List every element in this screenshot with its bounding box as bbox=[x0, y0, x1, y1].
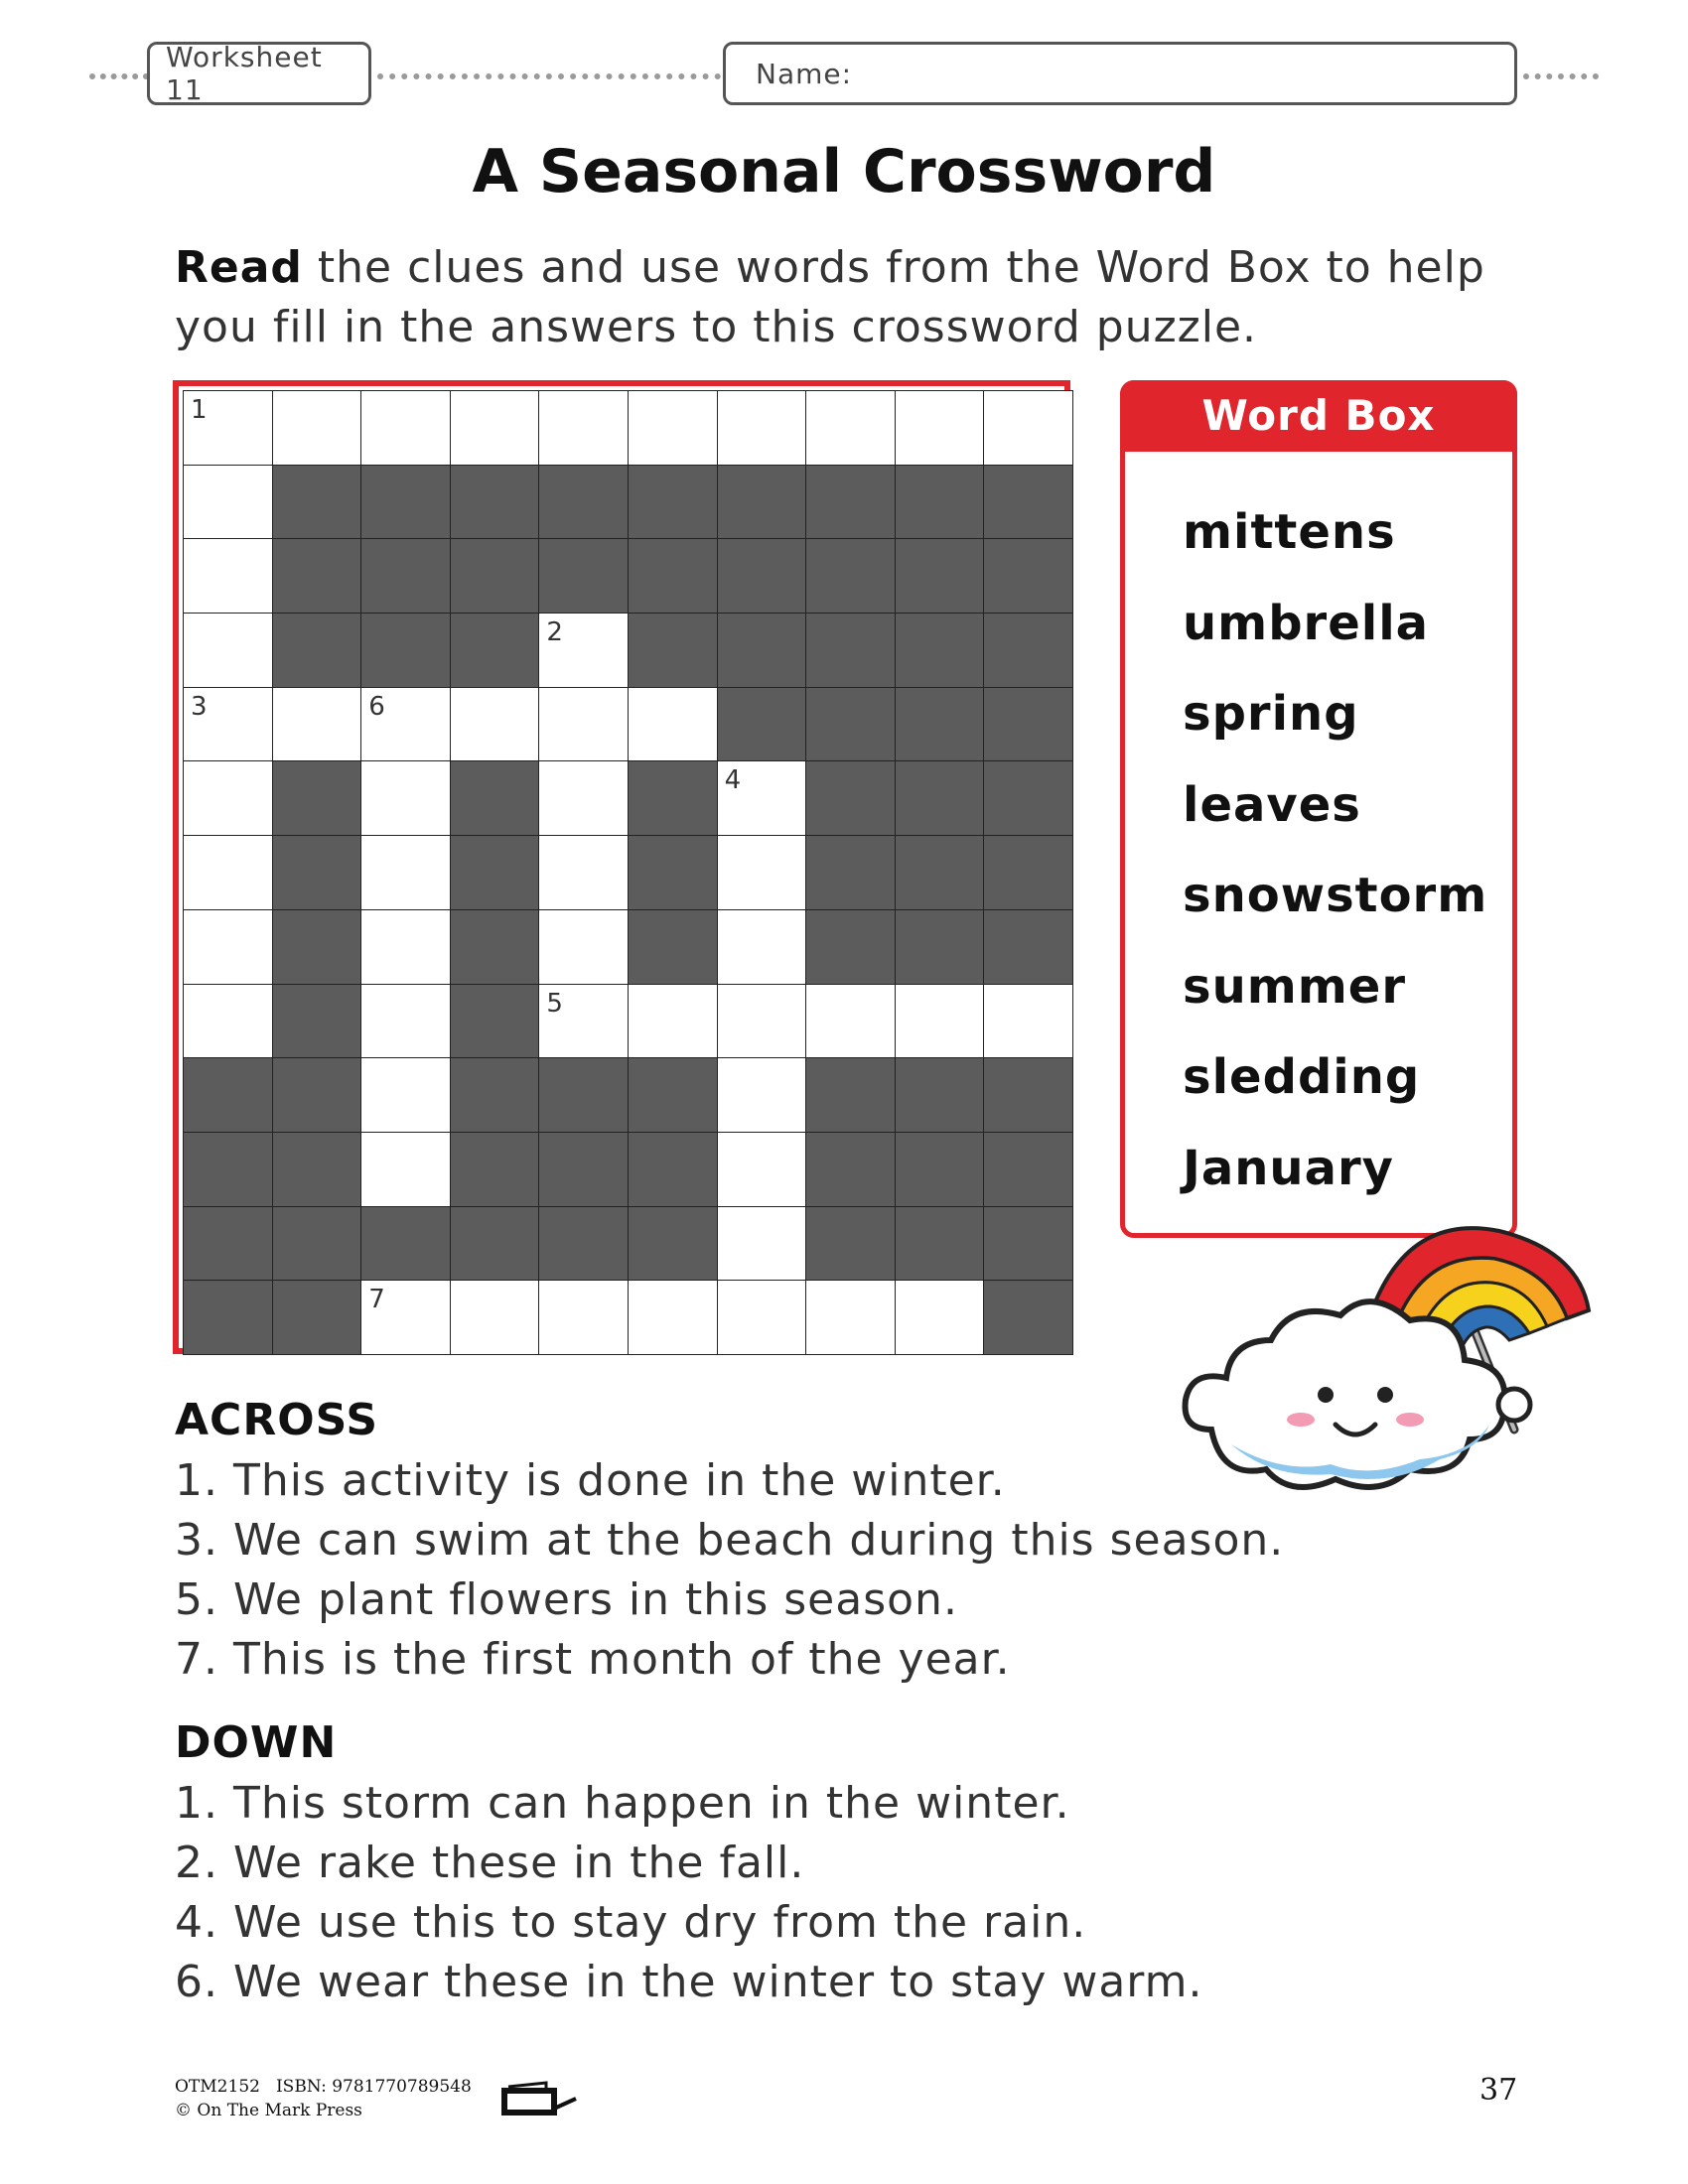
crossword-cell[interactable] bbox=[538, 984, 629, 1059]
across-clue-list bbox=[175, 1451, 1284, 1690]
across-heading: ACROSS bbox=[175, 1395, 379, 1445]
crossword-blocked-cell bbox=[895, 1206, 985, 1282]
crossword-blocked-cell bbox=[628, 1057, 718, 1133]
footer-code-line bbox=[175, 2075, 472, 2099]
crossword-blocked-cell bbox=[272, 538, 362, 614]
crossword-blocked-cell bbox=[183, 1057, 273, 1133]
crossword-blocked-cell bbox=[895, 465, 985, 540]
crossword-cell[interactable] bbox=[717, 1280, 807, 1355]
across-clue: 1. This activity is done in the winter. bbox=[175, 1455, 1006, 1506]
down-clue: 6. We wear these in the winter to stay warm. bbox=[175, 1957, 1203, 2007]
header-dotted-line-middle bbox=[377, 73, 721, 79]
word-box-item: snowstorm bbox=[1183, 868, 1488, 923]
crossword-cell[interactable] bbox=[717, 1132, 807, 1207]
crossword-blocked-cell bbox=[895, 1057, 985, 1133]
word-box-item: spring bbox=[1183, 686, 1359, 742]
crossword-cell[interactable] bbox=[805, 984, 896, 1059]
down-clue: 2. We rake these in the fall. bbox=[175, 1838, 805, 1888]
crossword-blocked-cell bbox=[805, 835, 896, 910]
crossword-blocked-cell bbox=[805, 760, 896, 836]
crossword-blocked-cell bbox=[983, 760, 1073, 836]
clue-number: 3 bbox=[191, 691, 208, 722]
crossword-blocked-cell bbox=[628, 760, 718, 836]
word-box-item: summer bbox=[1183, 958, 1406, 1015]
crossword-blocked-cell bbox=[983, 909, 1073, 985]
crossword-blocked-cell bbox=[360, 613, 451, 688]
crossword-cell[interactable] bbox=[717, 909, 807, 985]
crossword-cell[interactable] bbox=[628, 1280, 718, 1355]
crossword-blocked-cell bbox=[895, 613, 985, 688]
crossword-blocked-cell bbox=[538, 1057, 629, 1133]
crossword-blocked-cell bbox=[272, 984, 362, 1059]
instructions-text: the clues and use words from the Word Box to help you fill in the answers to this crossword puzzle. bbox=[175, 242, 1485, 352]
crossword-blocked-cell bbox=[272, 1132, 362, 1207]
crossword-blocked-cell bbox=[805, 613, 896, 688]
crossword-cell[interactable] bbox=[183, 687, 273, 762]
crossword-blocked-cell bbox=[272, 613, 362, 688]
isbn: ISBN: 9781770789548 bbox=[275, 2077, 472, 2097]
clue-number: 4 bbox=[724, 765, 742, 796]
word-box-item: mittens bbox=[1183, 504, 1396, 560]
crossword-blocked-cell bbox=[805, 909, 896, 985]
footer-credits bbox=[175, 2075, 472, 2122]
crossword-blocked-cell bbox=[450, 909, 540, 985]
crossword-cell[interactable] bbox=[895, 1280, 985, 1355]
crossword-cell[interactable] bbox=[538, 613, 629, 688]
clue-number: 7 bbox=[368, 1285, 385, 1315]
crossword-cell[interactable] bbox=[183, 613, 273, 688]
crossword-blocked-cell bbox=[450, 613, 540, 688]
across-clue: 3. We can swim at the beach during this season. bbox=[175, 1515, 1285, 1566]
crossword-blocked-cell bbox=[805, 538, 896, 614]
crossword-cell[interactable] bbox=[183, 390, 273, 466]
crossword-cell[interactable] bbox=[538, 390, 629, 466]
crossword-blocked-cell bbox=[805, 1057, 896, 1133]
crossword-blocked-cell bbox=[805, 1132, 896, 1207]
crossword-blocked-cell bbox=[183, 1280, 273, 1355]
crossword-cell[interactable] bbox=[183, 760, 273, 836]
crossword-blocked-cell bbox=[895, 835, 985, 910]
crossword-blocked-cell bbox=[450, 760, 540, 836]
crossword-blocked-cell bbox=[983, 613, 1073, 688]
across-clue: 7. This is the first month of the year. bbox=[175, 1634, 1011, 1685]
crossword-blocked-cell bbox=[183, 1206, 273, 1282]
crossword-blocked-cell bbox=[895, 760, 985, 836]
crossword-cell[interactable] bbox=[360, 390, 451, 466]
worksheet-label: Worksheet 11 bbox=[166, 41, 323, 106]
word-box-item: umbrella bbox=[1183, 595, 1430, 651]
crossword-blocked-cell bbox=[538, 538, 629, 614]
crossword-cell[interactable] bbox=[183, 909, 273, 985]
crossword-cell[interactable] bbox=[360, 760, 451, 836]
crossword-blocked-cell bbox=[360, 465, 451, 540]
word-list bbox=[1183, 504, 1487, 1231]
crossword-blocked-cell bbox=[628, 538, 718, 614]
crossword-blocked-cell bbox=[717, 687, 807, 762]
crossword-blocked-cell bbox=[895, 1132, 985, 1207]
clue-number: 1 bbox=[191, 395, 208, 425]
crossword-grid bbox=[183, 390, 1072, 1354]
crossword-blocked-cell bbox=[272, 1280, 362, 1355]
crossword-cell[interactable] bbox=[717, 984, 807, 1059]
crossword-cell[interactable] bbox=[717, 1057, 807, 1133]
crossword-cell[interactable] bbox=[538, 687, 629, 762]
crossword-blocked-cell bbox=[983, 835, 1073, 910]
crossword-blocked-cell bbox=[628, 1206, 718, 1282]
crossword-blocked-cell bbox=[272, 1057, 362, 1133]
crossword-blocked-cell bbox=[628, 613, 718, 688]
crossword-cell[interactable] bbox=[183, 835, 273, 910]
crossword-blocked-cell bbox=[983, 538, 1073, 614]
crossword-cell[interactable] bbox=[717, 835, 807, 910]
crossword-cell[interactable] bbox=[628, 687, 718, 762]
crossword-blocked-cell bbox=[628, 909, 718, 985]
crossword-blocked-cell bbox=[450, 835, 540, 910]
crossword-cell[interactable] bbox=[805, 390, 896, 466]
crossword-cell[interactable] bbox=[983, 390, 1073, 466]
cloud-hand bbox=[1498, 1389, 1530, 1421]
crossword-blocked-cell bbox=[183, 1132, 273, 1207]
crossword-blocked-cell bbox=[538, 465, 629, 540]
crossword-cell[interactable] bbox=[360, 984, 451, 1059]
crossword-blocked-cell bbox=[360, 538, 451, 614]
crossword-cell[interactable] bbox=[628, 984, 718, 1059]
crossword-blocked-cell bbox=[895, 538, 985, 614]
crossword-blocked-cell bbox=[272, 1206, 362, 1282]
crossword-blocked-cell bbox=[360, 1206, 451, 1282]
crossword-cell[interactable] bbox=[450, 390, 540, 466]
across-clue: 5. We plant flowers in this season. bbox=[175, 1574, 958, 1625]
instructions bbox=[175, 238, 1525, 357]
crossword-blocked-cell bbox=[450, 1132, 540, 1207]
crossword-blocked-cell bbox=[805, 1206, 896, 1282]
crossword-cell[interactable] bbox=[360, 687, 451, 762]
crossword-cell[interactable] bbox=[717, 1206, 807, 1282]
word-box-item: January bbox=[1183, 1140, 1394, 1196]
crossword-cell[interactable] bbox=[805, 1280, 896, 1355]
crossword-blocked-cell bbox=[717, 538, 807, 614]
crossword-cell[interactable] bbox=[272, 687, 362, 762]
crossword-blocked-cell bbox=[450, 1057, 540, 1133]
crossword-cell[interactable] bbox=[538, 835, 629, 910]
header-dotted-line-right bbox=[1523, 73, 1599, 79]
publisher: © On The Mark Press bbox=[175, 2101, 362, 2120]
name-field[interactable] bbox=[723, 42, 1517, 105]
crossword-blocked-cell bbox=[272, 909, 362, 985]
crossword-blocked-cell bbox=[983, 1206, 1073, 1282]
crossword-cell[interactable] bbox=[183, 465, 273, 540]
crossword-blocked-cell bbox=[628, 1132, 718, 1207]
crossword-cell[interactable] bbox=[360, 835, 451, 910]
crossword-cell[interactable] bbox=[183, 984, 273, 1059]
crossword-cell[interactable] bbox=[360, 1280, 451, 1355]
name-field-label: Name: bbox=[756, 57, 853, 90]
crossword-cell[interactable] bbox=[272, 390, 362, 466]
crossword-blocked-cell bbox=[717, 465, 807, 540]
crossword-cell[interactable] bbox=[360, 1057, 451, 1133]
crossword-cell[interactable] bbox=[360, 1132, 451, 1207]
word-box-item: leaves bbox=[1183, 776, 1361, 833]
crossword-blocked-cell bbox=[895, 687, 985, 762]
worksheet-label-box bbox=[147, 42, 371, 105]
crossword-blocked-cell bbox=[628, 835, 718, 910]
down-clue: 1. This storm can happen in the winter. bbox=[175, 1778, 1070, 1829]
crossword-blocked-cell bbox=[272, 835, 362, 910]
publisher-logo-icon bbox=[500, 2079, 580, 2118]
crossword-blocked-cell bbox=[717, 613, 807, 688]
crossword-blocked-cell bbox=[538, 1206, 629, 1282]
crossword-cell[interactable] bbox=[450, 1280, 540, 1355]
crossword-frame bbox=[173, 380, 1070, 1354]
word-box-item: sledding bbox=[1183, 1049, 1421, 1105]
crossword-blocked-cell bbox=[805, 687, 896, 762]
crossword-blocked-cell bbox=[538, 1132, 629, 1207]
crossword-blocked-cell bbox=[450, 538, 540, 614]
crossword-blocked-cell bbox=[272, 465, 362, 540]
crossword-blocked-cell bbox=[983, 1132, 1073, 1207]
crossword-blocked-cell bbox=[983, 687, 1073, 762]
crossword-cell[interactable] bbox=[450, 687, 540, 762]
clue-number: 5 bbox=[546, 988, 563, 1019]
crossword-cell[interactable] bbox=[628, 390, 718, 466]
page-number: 37 bbox=[1479, 2073, 1518, 2108]
crossword-cell[interactable] bbox=[538, 909, 629, 985]
crossword-blocked-cell bbox=[983, 1280, 1073, 1355]
crossword-cell[interactable] bbox=[717, 390, 807, 466]
down-heading: DOWN bbox=[175, 1717, 338, 1768]
crossword-cell[interactable] bbox=[895, 984, 985, 1059]
header-dotted-line-left bbox=[89, 73, 149, 79]
crossword-blocked-cell bbox=[450, 984, 540, 1059]
crossword-cell[interactable] bbox=[538, 760, 629, 836]
instructions-bold: Read bbox=[175, 242, 303, 293]
crossword-blocked-cell bbox=[450, 1206, 540, 1282]
crossword-cell[interactable] bbox=[360, 909, 451, 985]
crossword-blocked-cell bbox=[983, 1057, 1073, 1133]
page-title: A Seasonal Crossword bbox=[472, 137, 1216, 206]
clue-number: 2 bbox=[546, 617, 563, 648]
down-clue-list bbox=[175, 1774, 1202, 2012]
crossword-cell[interactable] bbox=[183, 538, 273, 614]
down-clue: 4. We use this to stay dry from the rain. bbox=[175, 1897, 1087, 1948]
clue-number: 6 bbox=[368, 691, 385, 722]
crossword-blocked-cell bbox=[983, 465, 1073, 540]
crossword-cell[interactable] bbox=[538, 1280, 629, 1355]
crossword-cell[interactable] bbox=[895, 390, 985, 466]
word-box bbox=[1120, 380, 1517, 1238]
word-box-title: Word Box bbox=[1120, 380, 1517, 452]
crossword-blocked-cell bbox=[805, 465, 896, 540]
crossword-blocked-cell bbox=[895, 909, 985, 985]
product-code: OTM2152 bbox=[175, 2077, 260, 2097]
crossword-blocked-cell bbox=[272, 760, 362, 836]
crossword-blocked-cell bbox=[450, 465, 540, 540]
crossword-cell[interactable] bbox=[983, 984, 1073, 1059]
crossword-cell[interactable] bbox=[717, 760, 807, 836]
crossword-blocked-cell bbox=[628, 465, 718, 540]
